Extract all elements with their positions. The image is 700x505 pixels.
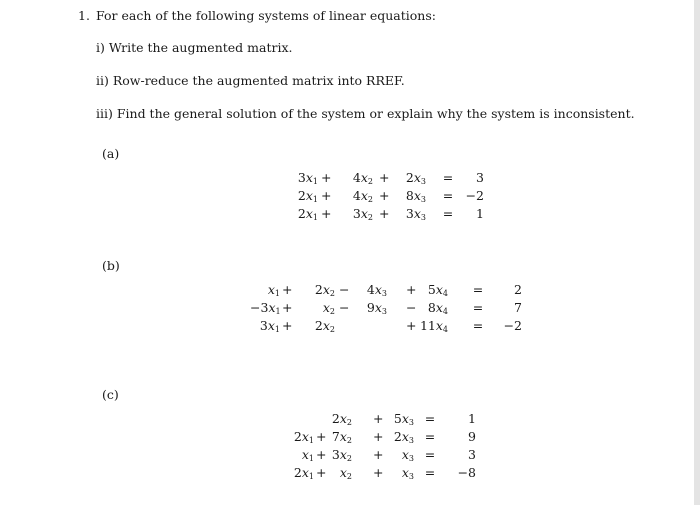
equation-term: = [442, 206, 454, 221]
equation-term: + [379, 170, 390, 185]
equation-term: $3x_1$ [297, 170, 318, 186]
equation-term: $2x_1$ [293, 465, 314, 481]
equation-term: $2x_2$ [331, 411, 352, 427]
equation-term: $2x_3$ [393, 429, 414, 445]
equation-term: $4x_3$ [366, 282, 387, 298]
equation-term: $2x_3$ [405, 170, 426, 186]
equation-term: = [424, 411, 436, 426]
equation-term: $2x_1$ [297, 188, 318, 204]
equation-term: = [424, 429, 436, 444]
equation-term: 9 [468, 429, 476, 444]
equation-term: $9x_3$ [366, 300, 387, 316]
equation-term: = [442, 170, 454, 185]
equation-term: 1 [468, 411, 476, 426]
equation-term: $5x_3$ [393, 411, 414, 427]
equation-term: + [379, 188, 390, 203]
equation-term: = [424, 447, 436, 462]
equation-term: $x_2$ [339, 465, 352, 481]
equation-term: $3x_2$ [331, 447, 352, 463]
equation-term: $4x_2$ [352, 170, 373, 186]
equation-term: 7 [514, 300, 522, 315]
equation-term: $x_3$ [401, 447, 414, 463]
equation-term: $x_2$ [322, 300, 335, 316]
equation-term: + [321, 206, 332, 221]
equation-term: $8x_3$ [405, 188, 426, 204]
equation-term: = [442, 188, 454, 203]
equation-term: $x_1$ [267, 282, 280, 298]
equation-term: + [373, 429, 384, 444]
equation-term: + [379, 206, 390, 221]
equation-term: = [424, 465, 436, 480]
part-c-label: (c) [102, 387, 119, 402]
equation-term: $3x_3$ [405, 206, 426, 222]
equation-term: $4x_2$ [352, 188, 373, 204]
equation-term: $7x_2$ [331, 429, 352, 445]
problem-number: 1. [78, 8, 90, 23]
equation-term: − [339, 300, 350, 315]
equation-term: + [373, 465, 384, 480]
equation-term: 3 [476, 170, 484, 185]
instruction-3: iii) Find the general solution of the system or explain why the system is inconsistent. [96, 106, 635, 121]
equation-term: = [472, 318, 484, 333]
equation-term: $8x_4$ [427, 300, 448, 316]
equation-term: −2 [465, 188, 484, 203]
equation-term: + [282, 300, 293, 315]
equation-term: − [339, 282, 350, 297]
equation-term: + [282, 282, 293, 297]
equation-term: −2 [503, 318, 522, 333]
instruction-1: i) Write the augmented matrix. [96, 40, 293, 55]
equation-term: 1 [476, 206, 484, 221]
part-b-label: (b) [102, 258, 120, 273]
problem-intro: For each of the following systems of linear equations: [96, 8, 436, 23]
equation-term: $3x_2$ [352, 206, 373, 222]
equation-term: $x_1$ [301, 447, 314, 463]
equation-term: $2x_1$ [293, 429, 314, 445]
equation-term: + [406, 318, 417, 333]
equation-term: $2x_2$ [314, 282, 335, 298]
equation-term: + [321, 170, 332, 185]
equation-term: $-3x_1$ [250, 300, 281, 316]
equation-term: $11x_4$ [419, 318, 448, 334]
equation-term: $2x_2$ [314, 318, 335, 334]
equation-term: 3 [468, 447, 476, 462]
equation-term: + [316, 465, 327, 480]
instruction-2: ii) Row-reduce the augmented matrix into RREF. [96, 73, 405, 88]
equation-term: + [282, 318, 293, 333]
equation-term: = [472, 282, 484, 297]
equation-term: 2 [514, 282, 522, 297]
equation-term: $2x_1$ [297, 206, 318, 222]
equation-term: + [321, 188, 332, 203]
equation-term: + [316, 429, 327, 444]
equation-term: $x_3$ [401, 465, 414, 481]
part-a-label: (a) [102, 146, 120, 161]
equation-term: = [472, 300, 484, 315]
equation-term: + [373, 447, 384, 462]
equation-term: $5x_4$ [427, 282, 448, 298]
equation-term: + [406, 282, 417, 297]
equation-term: + [316, 447, 327, 462]
page-edge [694, 0, 700, 505]
equation-term: − [406, 300, 417, 315]
equation-term: + [373, 411, 384, 426]
equation-term: −8 [457, 465, 476, 480]
equation-term: $3x_1$ [259, 318, 280, 334]
